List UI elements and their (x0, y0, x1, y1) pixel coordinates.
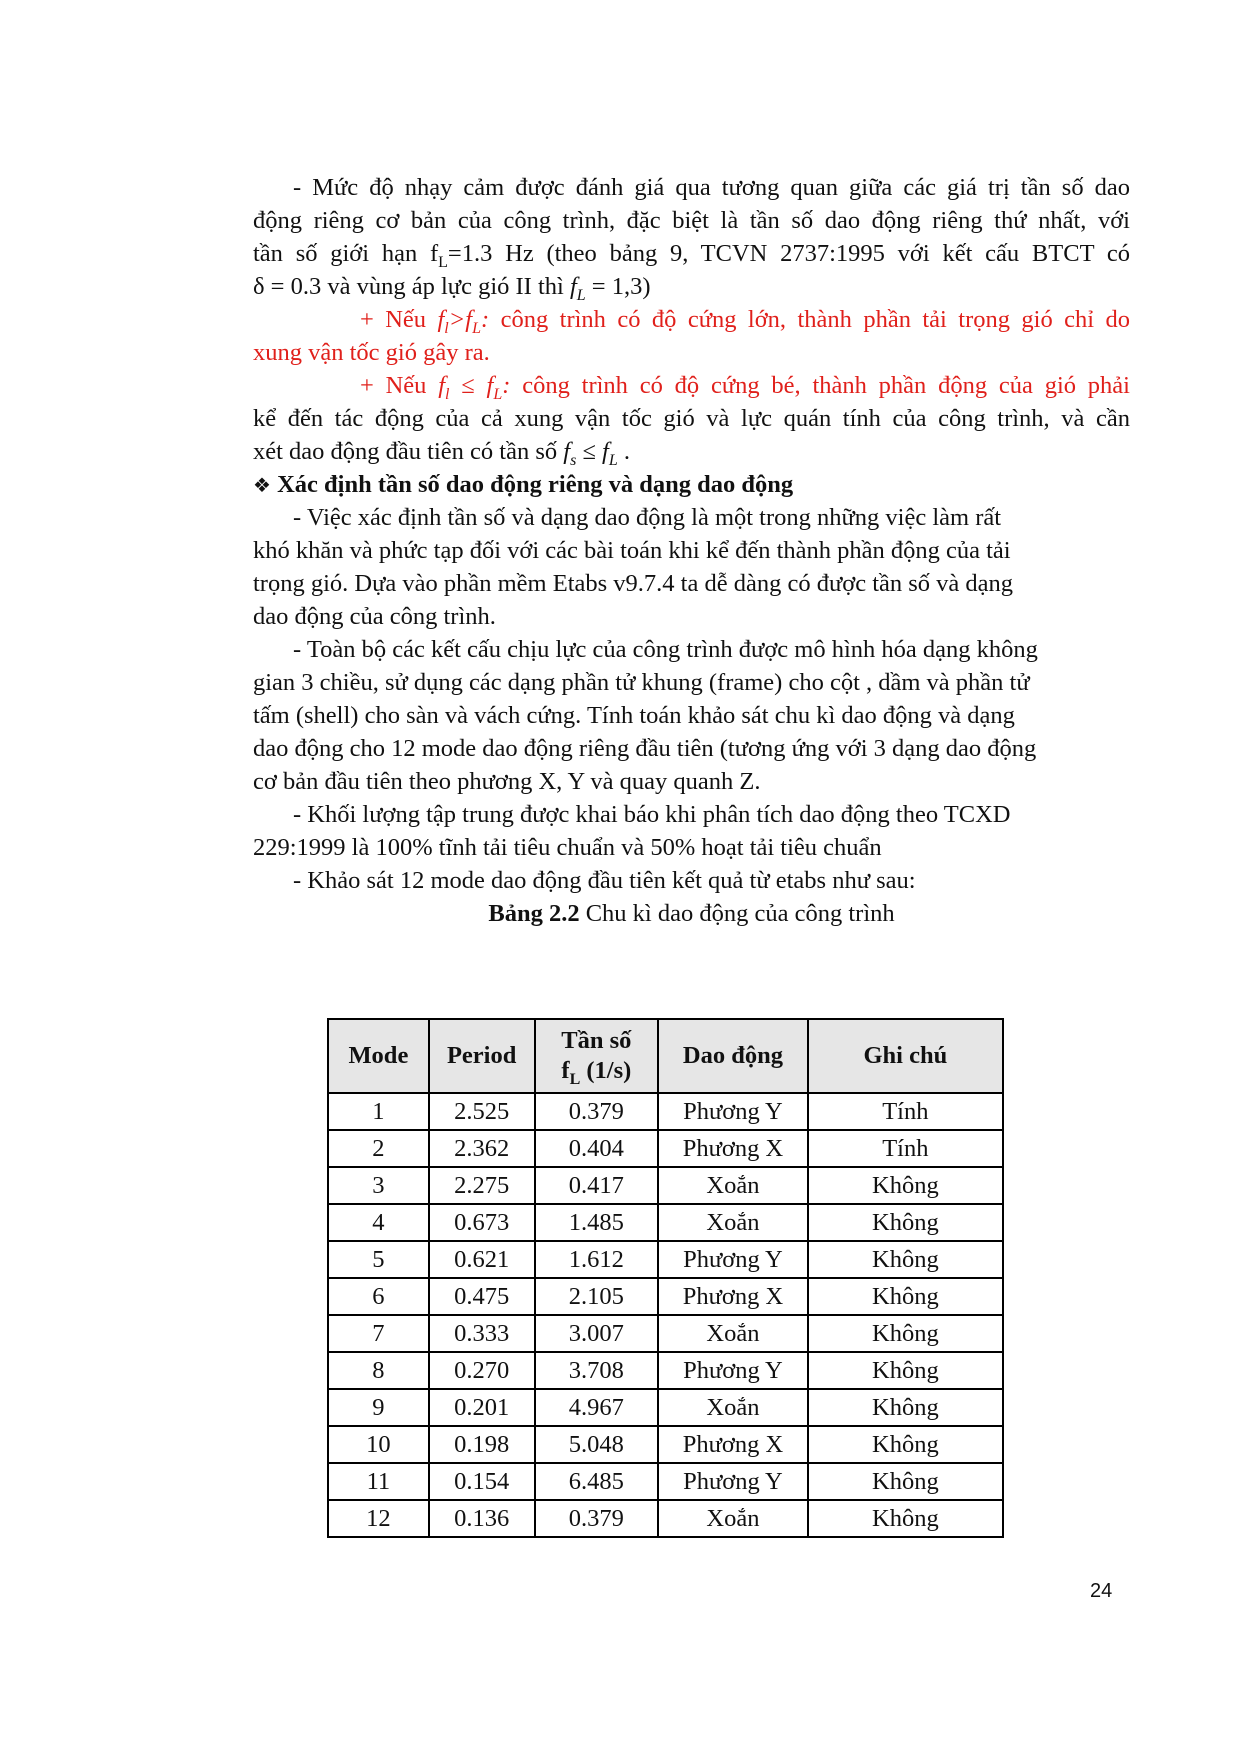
text: - Mức độ nhạy cảm được đánh giá qua tương quan giữa các giá trị tần số dao (293, 174, 1130, 201)
table-header-row (328, 1019, 1003, 1093)
text: . (617, 438, 630, 465)
table-row (328, 1500, 1003, 1537)
text: =1.3 Hz (theo bảng 9, TCVN 2737:1995 với kết cấu BTCT có (447, 240, 1130, 267)
paragraph-1-line-4 (253, 273, 651, 304)
subscript: L (493, 386, 503, 403)
cell-frequency: 0.379 (535, 1093, 659, 1130)
operator: > (448, 306, 466, 333)
text: công trình có độ cứng bé, thành phần động của gió phải (510, 372, 1130, 399)
paragraph-1-line-3 (253, 240, 1130, 271)
cell-note: Không (808, 1278, 1003, 1315)
formula-symbol: f (569, 273, 577, 300)
cell-period: 0.673 (429, 1204, 535, 1241)
cell-mode: 6 (328, 1278, 429, 1315)
cell-frequency: 1.485 (535, 1204, 659, 1241)
section-heading (253, 471, 793, 499)
table-caption (253, 900, 1130, 928)
cell-note: Không (808, 1315, 1003, 1352)
text: tần số giới hạn f (253, 240, 439, 267)
cell-mode: 12 (328, 1500, 429, 1537)
colon: : (502, 372, 511, 399)
header-mode: Mode (328, 1019, 429, 1093)
cell-shape: Phương Y (658, 1241, 808, 1278)
paragraph-3-line-2: gian 3 chiều, sử dụng các dạng phần tử khung (frame) cho cột , dầm và phần tử (253, 669, 1030, 696)
cell-mode: 7 (328, 1315, 429, 1352)
cell-frequency: 0.404 (535, 1130, 659, 1167)
case-2-line-1 (360, 372, 1130, 403)
paragraph-2-line-4: dao động của công trình. (253, 603, 496, 630)
paragraph-2-line-2: khó khăn và phức tạp đối với các bài toán khi kể đến thành phần động của tải (253, 537, 1011, 564)
text: công trình có độ cứng lớn, thành phần tải trọng gió chỉ do (489, 306, 1130, 333)
case-1-line-2: xung vận tốc gió gây ra. (253, 339, 490, 366)
cell-note: Tính (808, 1130, 1003, 1167)
cell-mode: 8 (328, 1352, 429, 1389)
cell-frequency: 2.105 (535, 1278, 659, 1315)
case-1-line-1 (360, 306, 1130, 337)
header-period: Period (429, 1019, 535, 1093)
header-shape: Dao động (658, 1019, 808, 1093)
cell-mode: 1 (328, 1093, 429, 1130)
cell-mode: 3 (328, 1167, 429, 1204)
table-row (328, 1389, 1003, 1426)
paragraph-3-line-1: - Toàn bộ các kết cấu chịu lực của công trình được mô hình hóa dạng không (293, 636, 1038, 663)
table-row (328, 1463, 1003, 1500)
cell-frequency: 4.967 (535, 1389, 659, 1426)
diamond-bullet-icon: ❖ (253, 473, 271, 497)
subscript: l (445, 386, 450, 403)
cell-period: 0.475 (429, 1278, 535, 1315)
text: + Nếu (360, 372, 439, 399)
paragraph-5-line-1: - Khảo sát 12 mode dao động đầu tiên kết quả từ etabs như sau: (293, 867, 916, 894)
formula-symbol: f (465, 306, 473, 333)
cell-period: 0.201 (429, 1389, 535, 1426)
cell-period: 0.270 (429, 1352, 535, 1389)
formula-symbol: f (561, 1057, 570, 1084)
formula-symbol: f (602, 438, 609, 465)
cell-shape: Phương X (658, 1130, 808, 1167)
case-2-line-3 (253, 438, 630, 469)
table-row (328, 1352, 1003, 1389)
table-row (328, 1278, 1003, 1315)
subscript: L (576, 287, 586, 304)
cell-period: 2.275 (429, 1167, 535, 1204)
cell-note: Không (808, 1463, 1003, 1500)
case-2-line-2: kể đến tác động của cả xung vận tốc gió và lực quán tính của công trình, và cần (253, 405, 1130, 432)
cell-period: 0.621 (429, 1241, 535, 1278)
colon: : (481, 306, 490, 333)
table-row (328, 1241, 1003, 1278)
paragraph-3-line-4: dao động cho 12 mode dao động riêng đầu tiên (tương ứng với 3 dạng dao động (253, 735, 1037, 762)
paragraph-2-line-1: - Việc xác định tần số và dạng dao động là một trong những việc làm rất (293, 504, 1002, 531)
cell-period: 0.333 (429, 1315, 535, 1352)
paragraph-3-line-5: cơ bản đầu tiên theo phương X, Y và quay quanh Z. (253, 768, 761, 795)
header-note: Ghi chú (808, 1019, 1003, 1093)
cell-frequency: 1.612 (535, 1241, 659, 1278)
cell-shape: Xoắn (658, 1167, 808, 1204)
text: xét dao động đầu tiên có tần số (253, 438, 564, 465)
table-row (328, 1426, 1003, 1463)
formula-symbol: f (486, 372, 494, 399)
paragraph-1-line-1 (253, 174, 1130, 202)
cell-shape: Xoắn (658, 1315, 808, 1352)
paragraph-4-line-1: - Khối lượng tập trung được khai báo khi phân tích dao động theo TCXD (293, 801, 1011, 828)
subscript: L (438, 254, 448, 271)
cell-frequency: 0.379 (535, 1500, 659, 1537)
text: = 1,3) (585, 273, 651, 300)
table-row (328, 1167, 1003, 1204)
cell-note: Không (808, 1389, 1003, 1426)
operator: ≤ (449, 372, 487, 399)
cell-frequency: 6.485 (535, 1463, 659, 1500)
page-number: 24 (1090, 1580, 1113, 1602)
cell-shape: Phương Y (658, 1352, 808, 1389)
cell-frequency: 0.417 (535, 1167, 659, 1204)
text: Tần số (561, 1027, 632, 1054)
table-row (328, 1093, 1003, 1130)
mode-period-table (327, 1018, 1004, 1538)
cell-shape: Phương X (658, 1278, 808, 1315)
cell-note: Tính (808, 1093, 1003, 1130)
cell-period: 0.136 (429, 1500, 535, 1537)
cell-period: 0.198 (429, 1426, 535, 1463)
paragraph-3-line-3: tấm (shell) cho sàn và vách cứng. Tính toán khảo sát chu kì dao động và dạng (253, 702, 1015, 729)
subscript: s (570, 452, 577, 469)
cell-note: Không (808, 1426, 1003, 1463)
cell-mode: 10 (328, 1426, 429, 1463)
cell-note: Không (808, 1167, 1003, 1204)
cell-shape: Phương Y (658, 1093, 808, 1130)
caption-label: Bảng 2.2 (488, 900, 580, 927)
subscript: L (569, 1071, 581, 1088)
table-row (328, 1315, 1003, 1352)
cell-period: 2.362 (429, 1130, 535, 1167)
paragraph-1-line-2: động riêng cơ bản của công trình, đặc biệt là tần số dao động riêng thứ nhất, với (253, 207, 1130, 234)
cell-note: Không (808, 1241, 1003, 1278)
heading-text: Xác định tần số dao động riêng và dạng dao động (277, 471, 794, 498)
table-row (328, 1130, 1003, 1167)
cell-note: Không (808, 1204, 1003, 1241)
operator: ≤ (576, 438, 603, 465)
cell-shape: Xoắn (658, 1389, 808, 1426)
formula-symbol: f (563, 438, 571, 465)
cell-mode: 2 (328, 1130, 429, 1167)
cell-shape: Phương X (658, 1426, 808, 1463)
subscript: L (472, 320, 482, 337)
cell-frequency: 3.708 (535, 1352, 659, 1389)
formula-symbol: f (438, 372, 446, 399)
cell-mode: 5 (328, 1241, 429, 1278)
text: δ = 0.3 và vùng áp lực gió II thì (253, 273, 570, 300)
cell-period: 0.154 (429, 1463, 535, 1500)
cell-shape: Xoắn (658, 1204, 808, 1241)
formula-symbol: f (437, 306, 445, 333)
text: + Nếu (360, 306, 438, 333)
paragraph-2-line-3: trọng gió. Dựa vào phần mềm Etabs v9.7.4 ta dễ dàng có được tần số và dạng (253, 570, 1014, 597)
cell-note: Không (808, 1352, 1003, 1389)
cell-mode: 11 (328, 1463, 429, 1500)
caption-text: Chu kì dao động của công trình (579, 900, 895, 927)
cell-period: 2.525 (429, 1093, 535, 1130)
cell-shape: Xoắn (658, 1500, 808, 1537)
cell-shape: Phương Y (658, 1463, 808, 1500)
paragraph-4-line-2: 229:1999 là 100% tĩnh tải tiêu chuẩn và 50% hoạt tải tiêu chuẩn (253, 834, 882, 861)
cell-mode: 9 (328, 1389, 429, 1426)
subscript: L (608, 452, 618, 469)
cell-frequency: 5.048 (535, 1426, 659, 1463)
subscript: l (444, 320, 449, 337)
cell-mode: 4 (328, 1204, 429, 1241)
text: (1/s) (580, 1057, 632, 1084)
table-row (328, 1204, 1003, 1241)
cell-frequency: 3.007 (535, 1315, 659, 1352)
header-frequency (535, 1019, 659, 1093)
cell-note: Không (808, 1500, 1003, 1537)
